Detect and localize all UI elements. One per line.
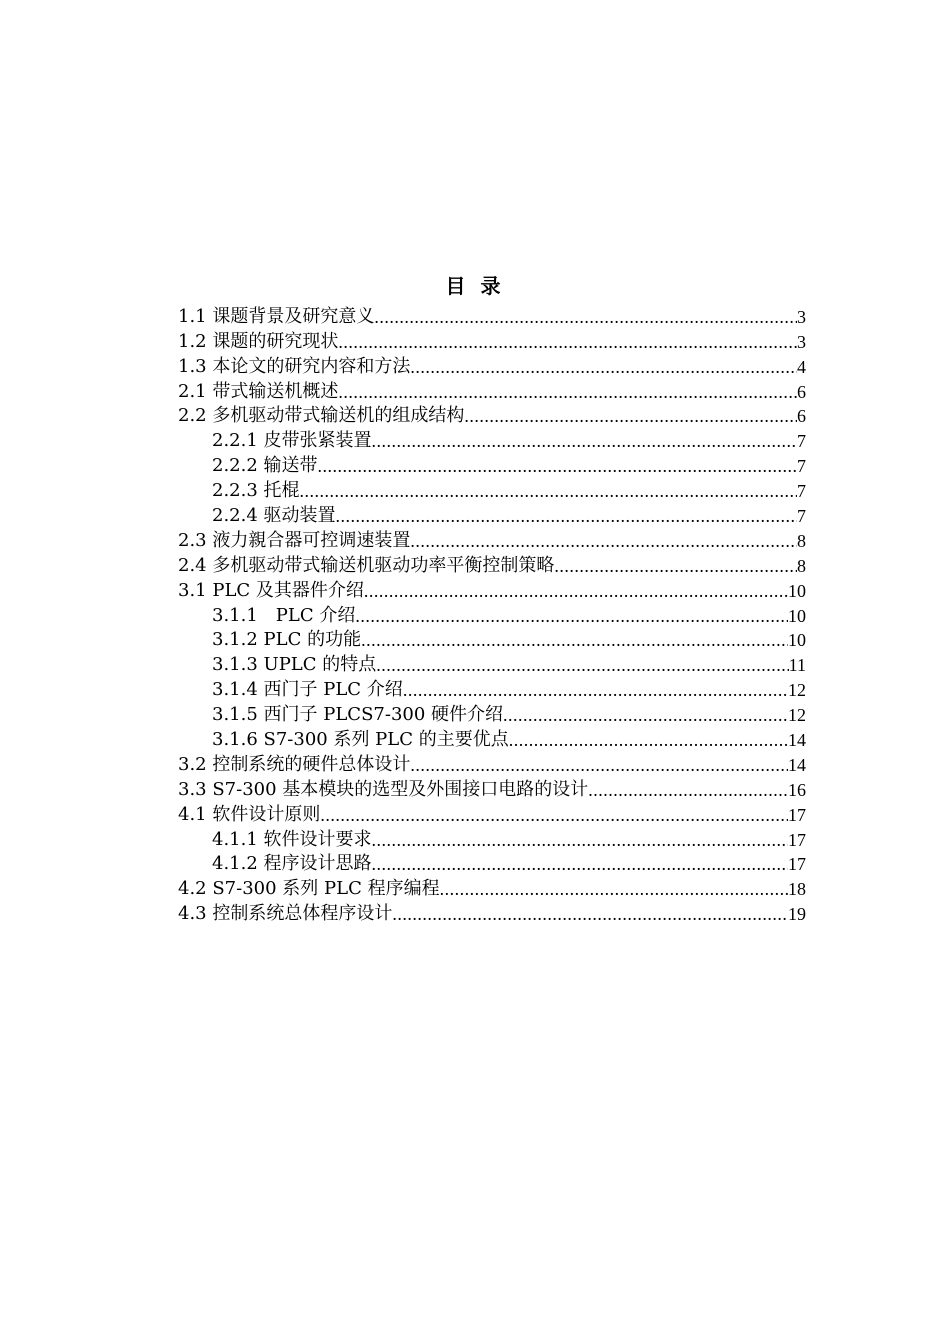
toc-leader-dots xyxy=(410,530,797,552)
toc-entry-page: 7 xyxy=(797,456,806,477)
toc-entry[interactable] xyxy=(178,602,806,627)
toc-entry[interactable] xyxy=(178,851,806,876)
toc-leader-dots xyxy=(410,754,788,776)
toc-entry-label: 3.1.6 S7-300 系列 PLC 的主要优点 xyxy=(212,729,509,751)
toc-entry-page: 10 xyxy=(788,605,806,626)
toc-entry-page: 17 xyxy=(788,829,806,850)
toc-entry[interactable] xyxy=(178,875,806,900)
toc-entry[interactable] xyxy=(178,751,806,776)
toc-leader-dots xyxy=(410,356,797,378)
toc-entry-page: 8 xyxy=(797,555,806,576)
toc-entry[interactable] xyxy=(178,378,806,403)
toc-entry[interactable] xyxy=(178,502,806,527)
toc-entry-label: 4.3 控制系统总体程序设计 xyxy=(178,903,393,925)
toc-leader-dots xyxy=(403,679,788,701)
toc-entry[interactable] xyxy=(178,651,806,676)
toc-entry-label: 4.1 软件设计原则 xyxy=(178,803,321,825)
toc-entry-page: 19 xyxy=(788,904,806,925)
toc-entry[interactable] xyxy=(178,303,806,328)
toc-leader-dots xyxy=(355,605,788,627)
toc-entry-page: 11 xyxy=(788,655,806,676)
toc-entry[interactable] xyxy=(178,726,806,751)
toc-entry-page: 4 xyxy=(797,356,806,377)
toc-leader-dots xyxy=(372,853,788,875)
toc-entry-label: 3.1.5 西门子 PLCS7-300 硬件介绍 xyxy=(212,704,504,726)
toc-entry-page: 10 xyxy=(788,580,806,601)
toc-entry[interactable] xyxy=(178,452,806,477)
toc-entry-label: 2.2.4 驱动装置 xyxy=(212,505,336,527)
toc-leader-dots xyxy=(464,405,797,427)
toc-entry-label: 2.3 液力親合器可控调速装置 xyxy=(178,529,411,551)
toc-entry-page: 7 xyxy=(797,481,806,502)
toc-entry[interactable] xyxy=(178,328,806,353)
toc-entry-label: 2.2.1 皮带张紧装置 xyxy=(212,430,372,452)
toc-entry-page: 14 xyxy=(788,754,806,775)
toc-entry-page: 8 xyxy=(797,530,806,551)
toc-leader-dots xyxy=(376,654,788,676)
toc-entry-label: 2.2.2 输送带 xyxy=(212,455,318,477)
toc-entry-label: 3.1.1 PLC 介绍 xyxy=(212,604,356,626)
toc-entry[interactable] xyxy=(178,527,806,552)
toc-entry[interactable] xyxy=(178,900,806,925)
toc-leader-dots xyxy=(338,331,797,353)
toc-entry-page: 12 xyxy=(788,680,806,701)
toc-leader-dots xyxy=(554,555,797,577)
toc-leader-dots xyxy=(372,829,788,851)
toc-entry[interactable] xyxy=(178,627,806,652)
toc-entry[interactable] xyxy=(178,776,806,801)
toc-entry-label: 1.3 本论文的研究内容和方法 xyxy=(178,355,411,377)
toc-entry-label: 3.2 控制系统的硬件总体设计 xyxy=(178,753,411,775)
toc-entry-label: 4.1.1 软件设计要求 xyxy=(212,828,372,850)
toc-entry[interactable] xyxy=(178,676,806,701)
toc-entry-page: 17 xyxy=(788,854,806,875)
toc-entry-page: 6 xyxy=(797,381,806,402)
toc-entry-label: 2.1 带式输送机概述 xyxy=(178,380,339,402)
toc-entry-label: 1.1 课题背景及研究意义 xyxy=(178,305,375,327)
toc-entry[interactable] xyxy=(178,577,806,602)
toc-entry[interactable] xyxy=(178,552,806,577)
toc-leader-dots xyxy=(320,804,788,826)
toc-entry-page: 17 xyxy=(788,804,806,825)
toc-entry[interactable] xyxy=(178,353,806,378)
toc-entry-page: 18 xyxy=(788,879,806,900)
toc-entry[interactable] xyxy=(178,427,806,452)
toc-entry-label: 1.2 课题的研究现状 xyxy=(178,330,339,352)
toc-entry-label: 4.1.2 程序设计思路 xyxy=(212,853,372,875)
toc-entry-page: 3 xyxy=(797,306,806,327)
toc-title: 目 录 xyxy=(445,274,505,298)
toc-entry[interactable] xyxy=(178,403,806,428)
toc-entry-page: 10 xyxy=(788,630,806,651)
toc-leader-dots xyxy=(440,878,788,900)
toc-entry-page: 16 xyxy=(788,779,806,800)
toc-entry[interactable] xyxy=(178,477,806,502)
toc-entry-page: 14 xyxy=(788,730,806,751)
toc-entry-label: 4.2 S7-300 系列 PLC 程序编程 xyxy=(178,878,440,900)
toc-entry[interactable] xyxy=(178,826,806,851)
toc-entry-page: 3 xyxy=(797,331,806,352)
toc-leader-dots xyxy=(372,430,797,452)
toc-leader-dots xyxy=(588,779,788,801)
toc-entry-label: 2.4 多机驱动带式输送机驱动功率平衡控制策略 xyxy=(178,554,555,576)
toc-leader-dots xyxy=(364,580,788,602)
toc-list xyxy=(178,303,806,925)
toc-entry-label: 2.2 多机驱动带式输送机的组成结构 xyxy=(178,405,465,427)
toc-entry-label: 3.3 S7-300 基本模块的选型及外围接口电路的设计 xyxy=(178,778,589,800)
toc-entry-page: 6 xyxy=(797,406,806,427)
toc-entry-label: 3.1.4 西门子 PLC 介绍 xyxy=(212,679,403,701)
toc-leader-dots xyxy=(503,704,788,726)
toc-entry-page: 7 xyxy=(797,431,806,452)
toc-leader-dots xyxy=(338,381,797,403)
toc-leader-dots xyxy=(374,306,797,328)
toc-entry-label: 3.1.2 PLC 的功能 xyxy=(212,629,362,651)
toc-entry[interactable] xyxy=(178,801,806,826)
toc-leader-dots xyxy=(392,903,788,925)
toc-leader-dots xyxy=(318,455,797,477)
toc-leader-dots xyxy=(509,729,788,751)
toc-leader-dots xyxy=(361,629,788,651)
toc-entry-page: 7 xyxy=(797,506,806,527)
toc-entry-label: 2.2.3 托棍 xyxy=(212,480,300,502)
toc-entry[interactable] xyxy=(178,701,806,726)
toc-leader-dots xyxy=(336,505,797,527)
toc-leader-dots xyxy=(300,480,797,502)
toc-entry-label: 3.1 PLC 及其器件介绍 xyxy=(178,579,364,601)
toc-entry-page: 12 xyxy=(788,705,806,726)
toc-entry-label: 3.1.3 UPLC 的特点 xyxy=(212,654,377,676)
